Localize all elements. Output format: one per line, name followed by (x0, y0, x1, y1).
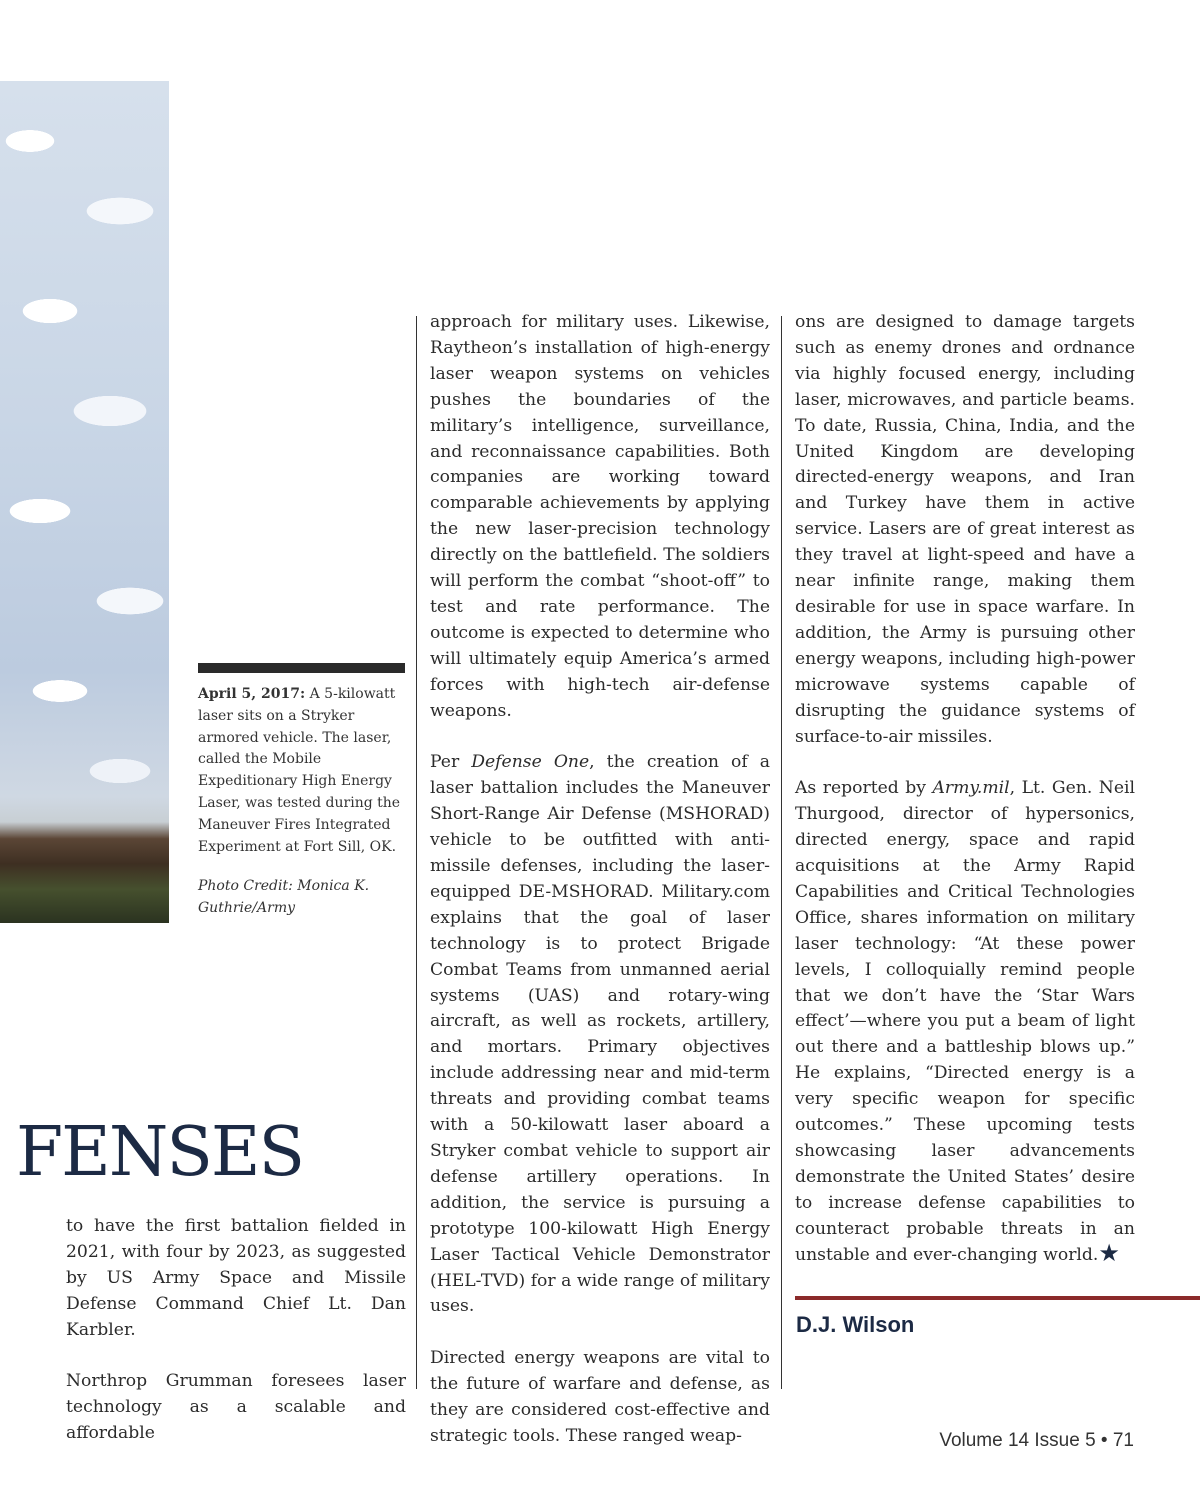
article-photo (0, 81, 169, 923)
paragraph (795, 776, 1135, 1268)
author-byline: D.J. Wilson (796, 1312, 915, 1337)
publication-name: Defense One (471, 752, 590, 773)
paragraph: Directed energy weapons are vital to the future of warfare and defense, as they are considered cost-effective and strategic tools. These ranged weap- (430, 1348, 770, 1446)
article-column-3 (795, 310, 1135, 1269)
photo-caption (198, 684, 408, 920)
column-rule (781, 316, 782, 1389)
paragraph: to have the first battalion fielded in 2021, with four by 2023, as suggested by US Army Space and Missile Defense Command Chief Lt. Dan Karbler. (66, 1216, 406, 1340)
paragraph: approach for military uses. Likewise, Raytheon’s installation of high-energy laser weapon systems on vehicles pushes the boundaries of the military’s intelligence, surveillance, and reconnaissance capabilities. Both companies are working toward comparable achievements by applying the new laser-precision technology directly on the battlefield. The soldiers will perform the combat “shoot-off” to test and rate performance. The outcome is expected to determine who will ultimately equip America’s armed forces with high-tech air-defense weapons. (430, 312, 770, 721)
article-column-1 (66, 1214, 406, 1447)
author-divider (795, 1296, 1200, 1300)
text-run: As reported by (795, 778, 933, 799)
text-run: , the creation of a laser battalion includes the Maneuver Short-Range Air Defense (MSHORAD) vehicle to be outfitted with anti-missile defenses, including the laser-equipped DE-MSHORAD. Military.com explains that the goal of laser technology is to protect Brigade Combat Teams from unmanned aerial systems (UAS) and rotary-wing aircraft, as well as rockets, artillery, and mortars. Primary objectives include addressing near and mid-term threats and providing combat teams with a 50-kilowatt laser aboard a Stryker combat vehicle to support air defense artillery operations. In addition, the service is pursuing a prototype 100-kilowatt High Energy Laser Tactical Vehicle Demonstrator (HEL-TVD) for a wide range of military uses. (430, 752, 770, 1317)
paragraph (430, 750, 770, 1320)
paragraph: Northrop Grumman foresees laser technology as a scalable and affordable (66, 1371, 406, 1444)
headline-fragment: FENSES (16, 1113, 304, 1192)
caption-text: A 5-kilowatt laser sits on a Stryker armored vehicle. The laser, called the Mobile Expeditionary High Energy Laser, was tested during the Maneuver Fires Integrated Experiment at Fort Sill, OK. (198, 686, 401, 855)
paragraph: ons are designed to damage targets such as enemy drones and ordnance via highly focused energy, including laser, microwaves, and particle beams. To date, Russia, China, India, and the United Kingdom are developing directed-energy weapons, and Iran and Turkey have them in active service. Lasers are of great interest as they travel at light-speed and have a near infinite range, making them desirable for use in space warfare. In addition, the Army is pursuing other energy weapons, including high-power microwave systems capable of disrupting the guidance systems of surface-to-air missiles. (795, 312, 1135, 747)
text-run: Per (430, 752, 472, 773)
caption-date: April 5, 2017: (198, 686, 306, 702)
caption-divider (198, 663, 405, 673)
photo-credit: Photo Credit: Monica K. Guthrie/Army (198, 878, 370, 917)
end-star-icon: ★ (1098, 1238, 1120, 1267)
caption-body (198, 684, 408, 858)
column-rule (416, 316, 417, 1389)
text-run: , Lt. Gen. Neil Thurgood, director of hypersonics, directed energy, space and rapid acquisitions at the Army Rapid Capabilities and Critical Technologies Office, shares information on military laser technology: “At these power levels, I colloquially remind people that we don’t have the ‘Star Wars effect’—where you put a beam of light out there and a battleship blows up.” He explains, “Directed energy is a very specific weapon for specific outcomes.” These upcoming tests showcasing laser advancements demonstrate the United States’ desire to increase defense capabilities to counteract probable threats in an unstable and ever-changing world. (795, 778, 1136, 1265)
page-folio: Volume 14 Issue 5 • 71 (939, 1430, 1134, 1451)
article-column-2 (430, 310, 770, 1450)
publication-name: Army.mil (932, 778, 1010, 799)
